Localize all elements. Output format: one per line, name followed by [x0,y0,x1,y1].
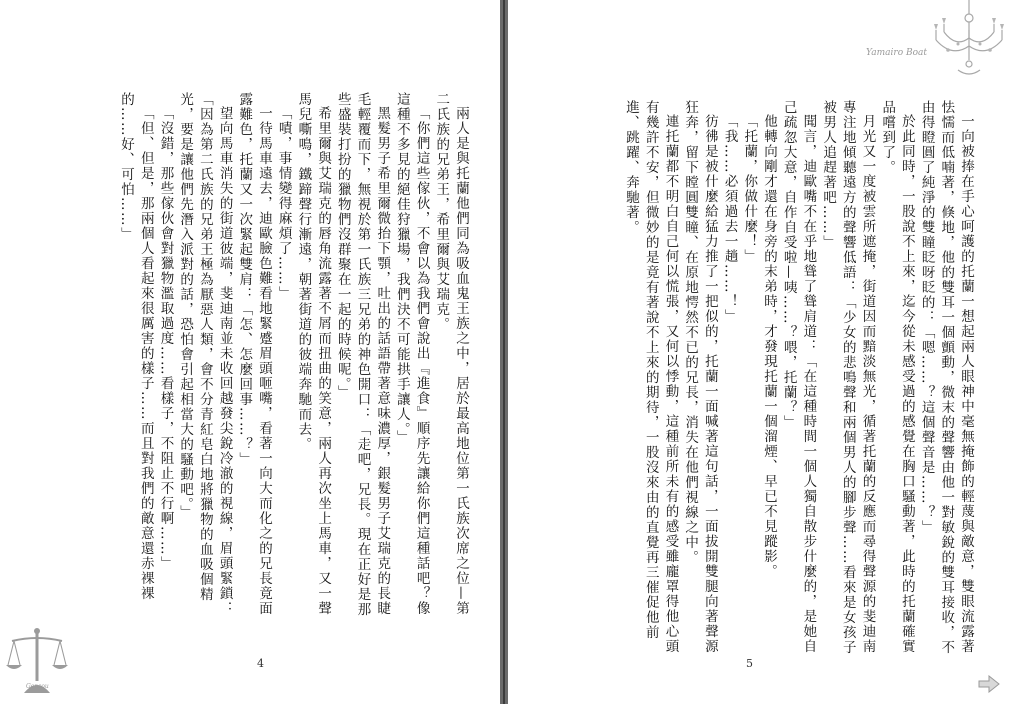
paragraph: 於此同時，一股說不上來，迄今從未感受過的感覺在胸口騷動著，此時的托蘭確實品嚐到了。 [879,100,915,654]
paragraph: 「你們這些傢伙，不會以為我們會說出『進食』順序先讓給你們這種話吧？像這種不多見的絕佳狩獵場，我們決不可能拱手讓人。」 [393,92,430,616]
right-page-text [620,100,975,655]
left-page-number: 4 [257,657,264,670]
paragraph: 兩人是與托蘭他們同為吸血鬼王族之中，居於最高地位第一氏族次席之位—第二氏族的兄弟王，希里爾與艾瑞克。 [433,92,469,616]
paragraph: 黑髮男子希里爾微抬下顎，吐出的話語帶著意味濃厚，銀髮男子艾瑞克的長睫毛輕覆而下，無視於第一氏族三兄弟的神色開口：「走吧，兄長。現在正好是那些盛裝打扮的獵物們沒群聚在一起的時候呢。」 [334,92,391,617]
paragraph: 希里爾與艾瑞克的唇角流露著不屑而扭曲的笑意，兩人再次坐上馬車，又一聲馬兒嘶鳴，鐵蹄聲行漸遠，朝著街道的彼端奔馳而去。 [295,92,332,616]
left-page [0,0,500,704]
paragraph: 「托蘭，你做什麼！」 [741,113,758,264]
paragraph: 聞言，迪歐嘴不在乎地聳了聳肩道：「在這種時間一個人獨自散步什麼的，是她自己疏忽大意，自作自受啦—咦……？喂，托蘭？」 [780,100,817,654]
right-page-number: 5 [746,657,753,670]
paragraph: 彷彿是被什麼給猛力推了一把似的，托蘭一面喊著這句話，一面拔開雙腿向著聲源狂奔，留下瞠圓雙瞳、在原地愕然不已的兄長，消失在他們視線之中。 [682,100,718,654]
chandelier-icon [928,0,1010,80]
paragraph: 「沒錯，那些傢伙會對獵物濫取過度……看樣子，不阻止不行啊……」 [157,105,174,571]
paragraph: 「但、但是，那兩個人看起來很厲害的樣子……而且對我們的敵意還赤裸裸的……好、可怕……」 [118,92,154,601]
paragraph: 「嘖，事情變得麻煩了……」 [275,105,292,301]
paragraph: 月光又一度被雲所遮掩，街道因而黯淡無光，循著托蘭的反應而尋得聲源的斐迪南專注地傾聽遠方的聲響低語：「少女的悲鳴聲和兩個男人的腳步聲……看來是女孩子被男人追趕著吧……」 [820,100,876,655]
paragraph: 一向被捧在手心呵護的托蘭一想起兩人眼神中毫無掩飾的輕蔑與敵意，雙眼流露著怯懦而低喃著，倏地，他的雙耳一個顫動，微末的聲響由他一對敏銳的雙耳接收，不由得瞪圓了純淨的雙瞳眨呀眨的：「嗯……？這個聲音是……？」 [918,100,974,655]
next-page-arrow-icon[interactable] [978,675,1000,693]
header-script-label: Yamairo Boat [866,48,927,58]
page-gutter-line [503,0,505,704]
paragraph: 他轉向剛才還在身旁的末弟時，才發現托蘭一個溜煙、早已不見蹤影。 [760,113,777,579]
paragraph: 連托蘭都不明白自己何以慌張，又何以悸動，這種前所未有的感受雖龐罩得他心頭有幾許不安，但微妙的是竟有著說不上來的期待，一股沒來由的直覺再三催促他前進、跳躍、奔馳著。 [623,100,679,654]
footer-script-label: Gensou [26,683,49,690]
paragraph: 望向馬車消失的街道彼端，斐迪南並未收回越發尖銳冷澈的視線，眉頭緊鎖：「因為第二氏族的兄弟王極為厭惡人類，會不分青紅皂白地將獵物的血吸個精光，要是讓他們先潛入派對的話，恐怕會引起相當大的騷動吧。」 [177,92,233,616]
left-page-text [115,92,470,622]
paragraph: 一待馬車遠去，迪歐臉色難看地緊蹙眉頭咂嘴，看著一向大而化之的兄長竟面露難色，托蘭又一次緊起雙肩：「怎、怎麼回事……？」 [236,92,272,616]
right-page [508,0,1013,704]
paragraph: 「我……必須過去一趟……！」 [721,113,738,324]
